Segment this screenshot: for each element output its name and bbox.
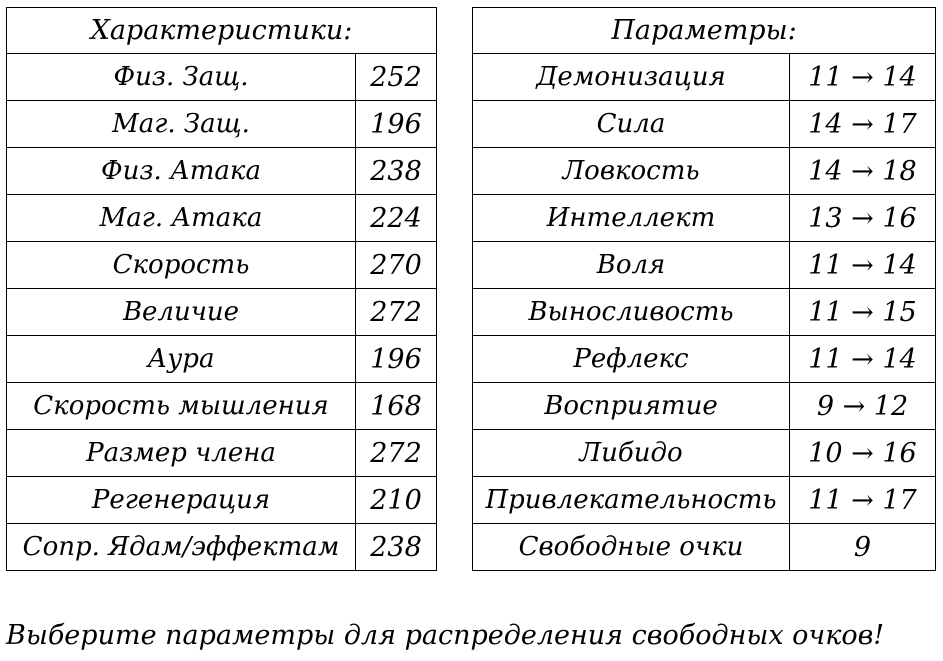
- param-label: Воля: [473, 242, 790, 289]
- stat-row-thinking-speed: [7, 383, 437, 430]
- param-label: Либидо: [473, 430, 790, 477]
- stat-row-speed: [7, 242, 437, 289]
- stat-row-phys-atk: [7, 148, 437, 195]
- param-row-intellect[interactable]: [473, 195, 936, 242]
- param-row-will[interactable]: [473, 242, 936, 289]
- stat-value: 196: [356, 101, 437, 148]
- param-row-endurance[interactable]: [473, 289, 936, 336]
- param-value: 11 → 15: [790, 289, 936, 336]
- param-value: 13 → 16: [790, 195, 936, 242]
- stat-value: 210: [356, 477, 437, 524]
- stat-label: Величие: [7, 289, 356, 336]
- param-value: 11 → 17: [790, 477, 936, 524]
- param-label: Выносливость: [473, 289, 790, 336]
- stat-label: Скорость: [7, 242, 356, 289]
- stat-label: Сопр. Ядам/эффектам: [7, 524, 356, 571]
- parameters-table: [472, 7, 936, 571]
- param-value: 14 → 17: [790, 101, 936, 148]
- param-value: 11 → 14: [790, 242, 936, 289]
- parameters-title: Параметры:: [473, 8, 936, 54]
- stat-value: 270: [356, 242, 437, 289]
- param-value: 9 → 12: [790, 383, 936, 430]
- param-label: Интеллект: [473, 195, 790, 242]
- stat-value: 272: [356, 430, 437, 477]
- stat-value: 224: [356, 195, 437, 242]
- allocation-prompt: Выберите параметры для распределения свободных очков!: [6, 620, 885, 651]
- param-row-strength[interactable]: [473, 101, 936, 148]
- stat-value: 272: [356, 289, 437, 336]
- free-points-value: 9: [790, 524, 936, 571]
- param-row-demonization[interactable]: [473, 54, 936, 101]
- stat-row-mag-def: [7, 101, 437, 148]
- stat-value: 168: [356, 383, 437, 430]
- stat-label: Физ. Атака: [7, 148, 356, 195]
- stat-row-mag-atk: [7, 195, 437, 242]
- param-value: 11 → 14: [790, 54, 936, 101]
- param-value: 14 → 18: [790, 148, 936, 195]
- param-label: Демонизация: [473, 54, 790, 101]
- parameters-header-row: [473, 8, 936, 54]
- stat-row-greatness: [7, 289, 437, 336]
- param-row-perception[interactable]: [473, 383, 936, 430]
- stat-label: Регенерация: [7, 477, 356, 524]
- characteristics-table: [6, 7, 437, 571]
- stat-label: Физ. Защ.: [7, 54, 356, 101]
- stat-value: 238: [356, 524, 437, 571]
- stat-label: Маг. Атака: [7, 195, 356, 242]
- param-value: 11 → 14: [790, 336, 936, 383]
- stat-row-resistance: [7, 524, 437, 571]
- stat-label: Скорость мышления: [7, 383, 356, 430]
- characteristics-header-row: [7, 8, 437, 54]
- param-row-libido[interactable]: [473, 430, 936, 477]
- stat-row-aura: [7, 336, 437, 383]
- stat-value: 196: [356, 336, 437, 383]
- param-label: Ловкость: [473, 148, 790, 195]
- param-label: Восприятие: [473, 383, 790, 430]
- stat-row-member-size: [7, 430, 437, 477]
- stat-label: Маг. Защ.: [7, 101, 356, 148]
- free-points-label: Свободные очки: [473, 524, 790, 571]
- param-label: Сила: [473, 101, 790, 148]
- stat-row-phys-def: [7, 54, 437, 101]
- param-value: 10 → 16: [790, 430, 936, 477]
- stat-label: Аура: [7, 336, 356, 383]
- stat-label: Размер члена: [7, 430, 356, 477]
- characteristics-title: Характеристики:: [7, 8, 437, 54]
- param-row-reflex[interactable]: [473, 336, 936, 383]
- stat-value: 252: [356, 54, 437, 101]
- param-row-agility[interactable]: [473, 148, 936, 195]
- stat-row-regeneration: [7, 477, 437, 524]
- stat-value: 238: [356, 148, 437, 195]
- param-label: Привлекательность: [473, 477, 790, 524]
- param-label: Рефлекс: [473, 336, 790, 383]
- param-row-free-points: [473, 524, 936, 571]
- param-row-attractiveness[interactable]: [473, 477, 936, 524]
